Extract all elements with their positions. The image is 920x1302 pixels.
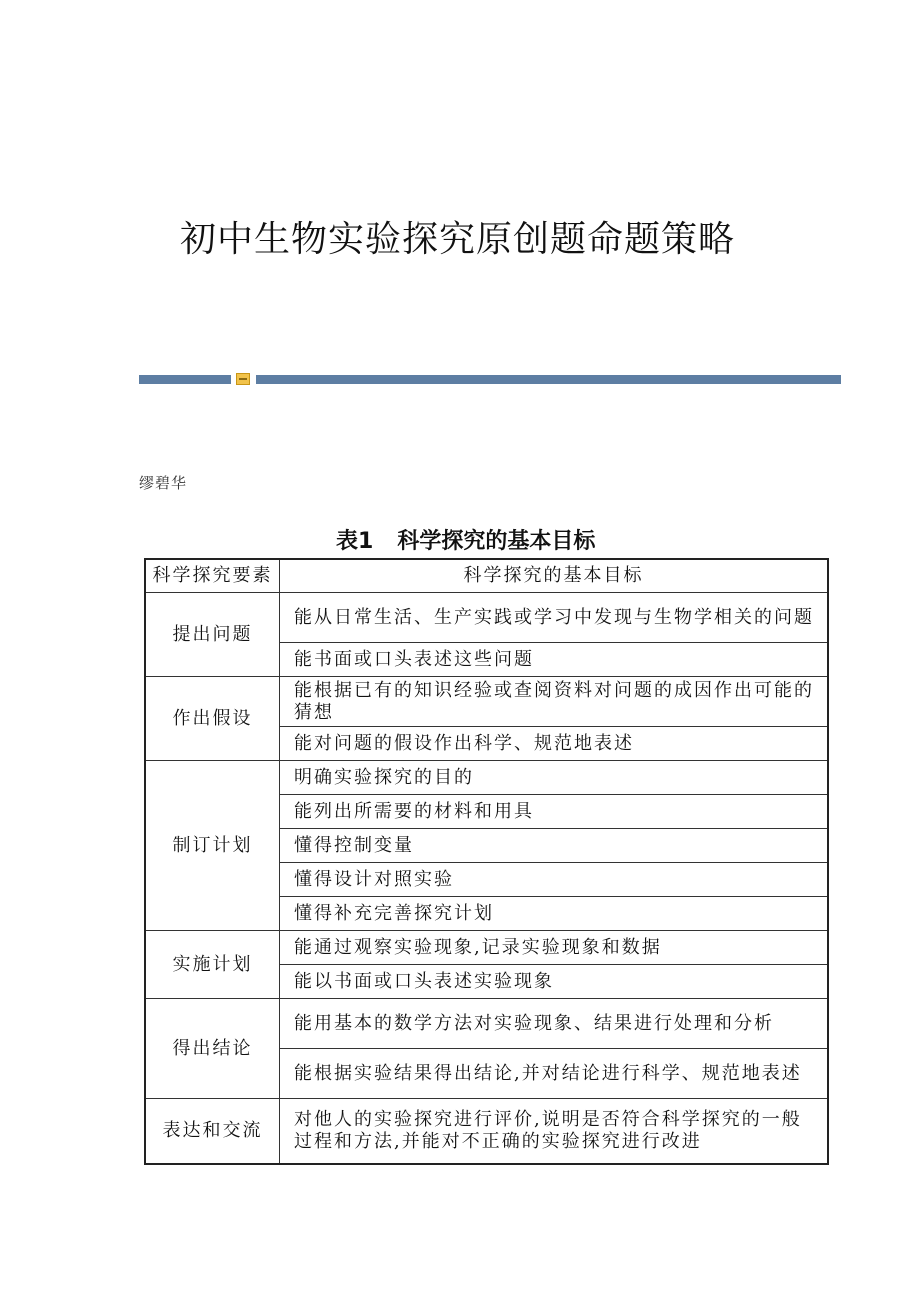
goal-cell: 能根据实验结果得出结论,并对结论进行科学、规范地表述 — [280, 1049, 829, 1099]
table-row — [145, 1099, 828, 1165]
element-cell: 得出结论 — [145, 999, 280, 1099]
header-element: 科学探究要素 — [145, 559, 280, 593]
goal-cell: 懂得控制变量 — [280, 829, 829, 863]
document-title: 初中生物实验探究原创题命题策略 — [180, 219, 736, 260]
goal-cell: 懂得设计对照实验 — [280, 863, 829, 897]
element-cell: 提出问题 — [145, 593, 280, 677]
header-goals: 科学探究的基本目标 — [280, 559, 829, 593]
table-caption — [336, 524, 595, 555]
goal-cell: 能对问题的假设作出科学、规范地表述 — [280, 727, 829, 761]
table-row — [145, 931, 828, 965]
goal-cell: 能从日常生活、生产实践或学习中发现与生物学相关的问题 — [280, 593, 829, 643]
science-inquiry-goals-table — [144, 558, 829, 1165]
goal-cell: 能书面或口头表述这些问题 — [280, 643, 829, 677]
goal-cell: 懂得补充完善探究计划 — [280, 897, 829, 931]
goal-cell: 明确实验探究的目的 — [280, 761, 829, 795]
title-divider-left — [139, 375, 231, 384]
goal-cell: 能通过观察实验现象,记录实验现象和数据 — [280, 931, 829, 965]
title-divider-right — [256, 375, 841, 384]
table-caption-text: 科学探究的基本目标 — [397, 529, 596, 554]
goal-cell: 能用基本的数学方法对实验现象、结果进行处理和分析 — [280, 999, 829, 1049]
element-cell: 制订计划 — [145, 761, 280, 931]
table-header-row — [145, 559, 828, 593]
author-name: 缪碧华 — [139, 474, 188, 492]
goal-cell: 能以书面或口头表述实验现象 — [280, 965, 829, 999]
goal-cell: 对他人的实验探究进行评价,说明是否符合科学探究的一般过程和方法,并能对不正确的实验探究进行改进 — [280, 1099, 829, 1165]
table-row — [145, 593, 828, 643]
table-row — [145, 999, 828, 1049]
element-cell: 表达和交流 — [145, 1099, 280, 1165]
divider-bookmark-icon — [236, 373, 250, 385]
element-cell: 作出假设 — [145, 677, 280, 761]
goal-cell: 能列出所需要的材料和用具 — [280, 795, 829, 829]
table-row — [145, 761, 828, 795]
table-caption-label: 表1 — [336, 529, 374, 554]
goal-cell: 能根据已有的知识经验或查阅资料对问题的成因作出可能的猜想 — [280, 677, 829, 727]
table-row — [145, 677, 828, 727]
element-cell: 实施计划 — [145, 931, 280, 999]
